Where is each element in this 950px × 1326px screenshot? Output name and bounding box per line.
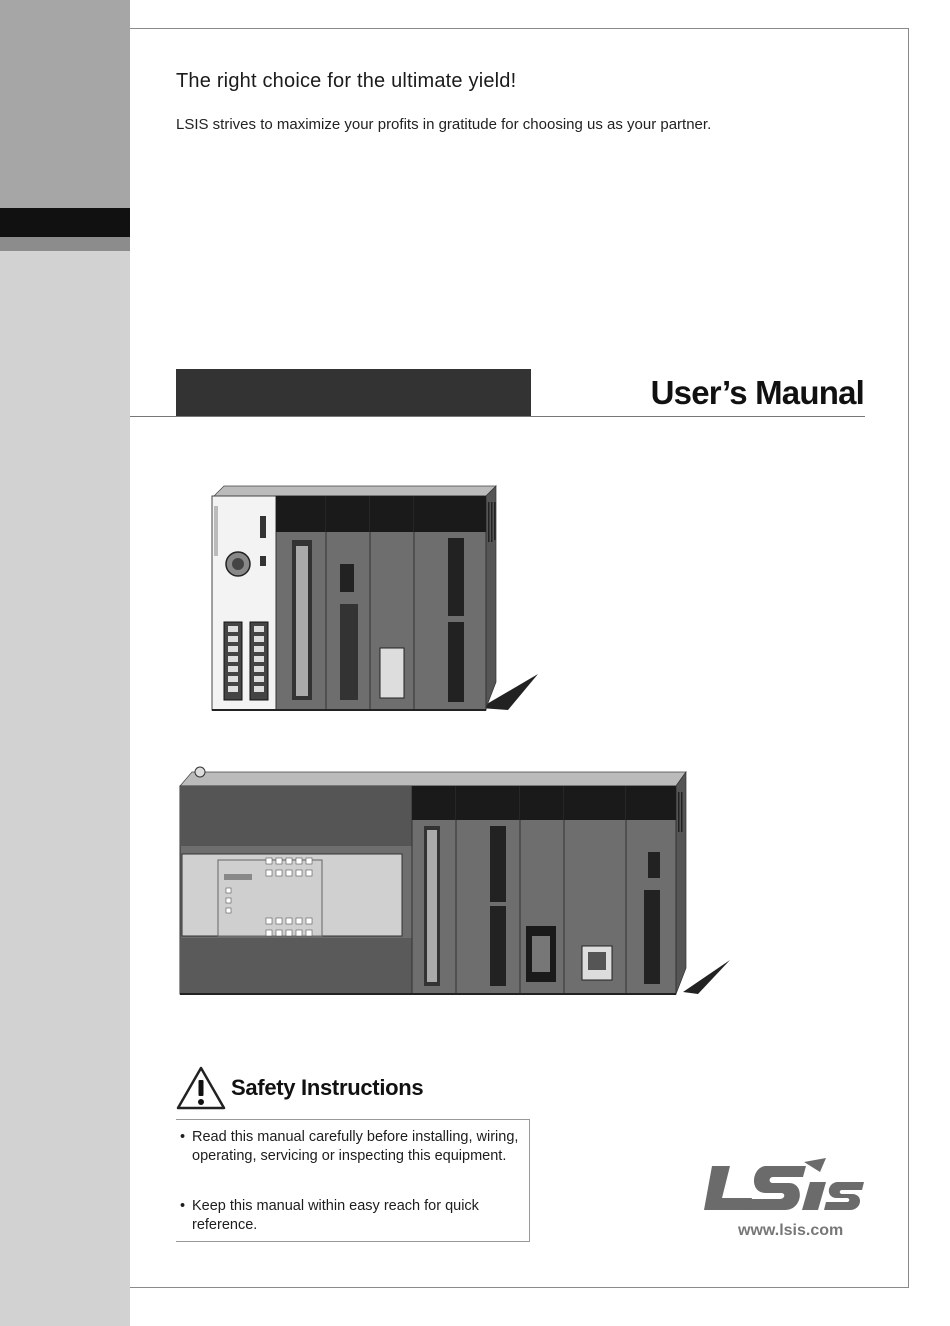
safety-title: Safety Instructions [231, 1075, 424, 1100]
bottom-plc-image [178, 766, 733, 1000]
sidebar-black-band [0, 208, 130, 237]
safety-item: • Read this manual carefully before installing, wiring, operating, servicing or inspecting this equipment. [180, 1128, 522, 1166]
safety-item: • Keep this manual within easy reach for quick reference. [180, 1197, 522, 1235]
manual-title: User’s Maunal [650, 374, 864, 411]
product-title-box [176, 369, 531, 416]
cover-headline: The right choice for the ultimate yield! [176, 70, 517, 92]
sidebar-gray-strip [0, 237, 130, 251]
warning-icon [176, 1066, 226, 1110]
sidebar-decoration [0, 0, 130, 1326]
sidebar-top-block [0, 0, 130, 208]
website-url[interactable]: www.lsis.com [738, 1222, 844, 1239]
safety-box [176, 1119, 530, 1242]
title-rule [130, 416, 865, 417]
lsis-logo [700, 1158, 868, 1218]
cover-subline: LSIS strives to maximize your profits in gratitude for choosing us as your partner. [176, 116, 712, 133]
top-plc-image [208, 482, 543, 714]
